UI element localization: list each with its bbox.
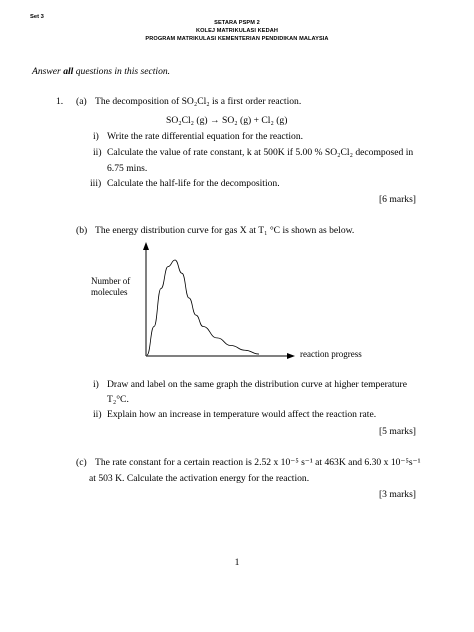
part-b-i-label: i) — [93, 379, 99, 390]
part-a-label: (a) — [76, 96, 87, 107]
question-number: 1. — [56, 96, 64, 107]
instruction-bold: all — [63, 66, 74, 77]
part-a-ii-label: ii) — [93, 147, 102, 158]
part-b-ii-text: Explain how an increase in temperature would affect the reaction rate. — [107, 409, 377, 420]
part-b-marks: [5 marks] — [378, 426, 416, 437]
instruction-pre: Answer — [32, 66, 64, 77]
part-a-iii-label: iii) — [90, 178, 102, 189]
header-line-1: SETARA PSPM 2 — [214, 20, 260, 26]
part-a-marks: [6 marks] — [378, 194, 416, 205]
part-a-equation: SO₂Cl₂ (g) → SO₂ (g) + Cl₂ (g) — [166, 115, 288, 126]
x-axis-label: reaction progress — [300, 349, 362, 359]
set-label: Set 3 — [30, 14, 44, 20]
part-c-marks: [3 marks] — [378, 489, 416, 500]
y-axis-label-line2: molecules — [91, 287, 128, 297]
part-c-line1: The rate constant for a certain reaction is 2.52 x 10⁻⁵ s⁻¹ at 463K and 6.30 x 10⁻⁵s⁻¹ — [95, 457, 421, 468]
x-axis-arrow — [287, 353, 295, 359]
part-b-i-line1: Draw and label on the same graph the distribution curve at higher temperature — [107, 379, 407, 390]
part-a-ii-line1: Calculate the value of rate constant, k at 500K if 5.00 % SO₂Cl₂ decomposed in — [107, 147, 414, 158]
part-b-label: (b) — [76, 225, 88, 236]
page-number: 1 — [234, 557, 240, 568]
part-a-i-text: Write the rate differential equation for the reaction. — [107, 131, 304, 142]
part-a-ii-line2: 6.75 mins. — [107, 163, 148, 174]
header-line-3: PROGRAM MATRIKULASI KEMENTERIAN PENDIDIKAN MALAYSIA — [145, 36, 329, 42]
part-c-line2: at 503 K. Calculate the activation energy for the reaction. — [89, 473, 310, 484]
header-line-2: KOLEJ MATRIKULASI KEDAH — [195, 28, 279, 34]
part-a-iii-text: Calculate the half-life for the decomposition. — [107, 178, 280, 189]
part-a-text: The decomposition of SO₂Cl₂ is a first order reaction. — [95, 96, 302, 107]
part-a-i-label: i) — [93, 131, 99, 142]
distribution-curve-t1 — [147, 260, 259, 355]
instruction-post: questions in this section. — [73, 66, 171, 77]
part-b-ii-label: ii) — [93, 409, 102, 420]
part-c-label: (c) — [76, 457, 87, 468]
y-axis-label-line1: Number of — [91, 276, 131, 286]
part-b-text: The energy distribution curve for gas X at T₁ °C is shown as below. — [95, 225, 355, 236]
part-b-i-line2: T₂°C. — [107, 394, 129, 405]
y-axis-arrow — [143, 242, 149, 250]
